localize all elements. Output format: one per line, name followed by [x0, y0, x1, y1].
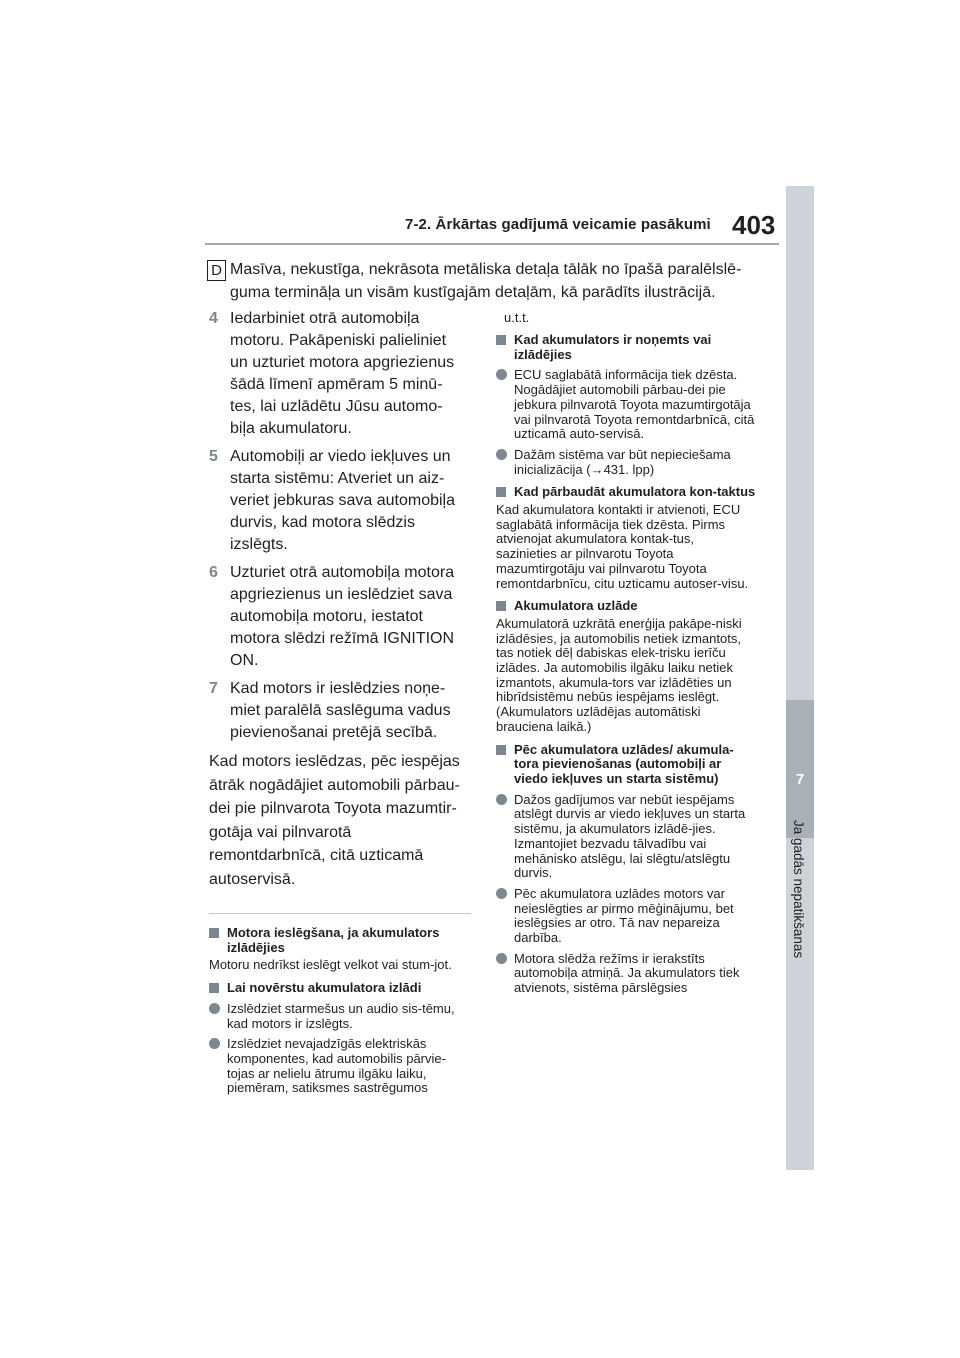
step-text: Automobiļi ar viedo iekļuves un starta sistēmu: Atveriet un aiz-veriet jebkuras sava automobiļa durvis, kad motora slēdzis izslēgts.: [230, 448, 456, 553]
note-heading: Motora ieslēgšana, ja akumulators izlādējies: [209, 926, 467, 955]
note-heading: Pēc akumulatora uzlādes/ akumula-tora pievienošanas (automobiļi ar viedo iekļuves un starta sistēmu): [496, 743, 758, 787]
square-bullet-icon: [209, 927, 221, 939]
square-bullet-icon: [496, 744, 508, 756]
right-column: [496, 310, 758, 996]
note-bullet: Dažos gadījumos var nebūt iespējams atslēgt durvis ar viedo iekļuves un starta sistēmu, ja akumulators izlādē-jies. Izmantojiet bezvadu tālvadību vai mehānisko atslēgu, lai slēgtu/atslēgtu durvis.: [496, 793, 758, 881]
note-bullet: Izslēdziet nevajadzīgās elektriskās komponentes, kad automobilis pārvie-tojas ar nelielu ātrumu ilgāku laiku, piemēram, satiksmes sastrēgumos: [209, 1037, 467, 1096]
circle-bullet-icon: [496, 888, 507, 899]
note-heading: Akumulatora uzlāde: [496, 599, 758, 614]
step-6: [209, 562, 467, 672]
step-number: 6: [209, 564, 218, 581]
note-bullet: ECU saglabātā informācija tiek dzēsta. Nogādājiet automobili pārbau-dei pie jebkura pilnvarotā Toyota mazumtirgotāja vai pilnvarotā Toyota remontdarbnīcā, citā uzticamā auto-servisā.: [496, 368, 758, 442]
step-4: [209, 308, 467, 440]
circle-bullet-icon: [496, 794, 507, 805]
square-bullet-icon: [496, 334, 508, 346]
page-number: 403: [732, 210, 776, 240]
square-bullet-icon: [496, 600, 508, 612]
chapter-band: [786, 700, 814, 838]
circle-bullet-icon: [496, 449, 507, 460]
note-bullet: Izslēdziet starmešus un audio sis-tēmu, kad motors ir izslēgts.: [209, 1002, 467, 1031]
note-heading: Kad pārbaudāt akumulatora kon-taktus: [496, 485, 758, 500]
square-bullet-icon: [496, 486, 508, 498]
note-bullet: Motora slēdža režīms ir ierakstīts automobiļa atmiņā. Ja akumulators tiek atvienots, sistēma pārslēgsies: [496, 952, 758, 996]
conclusion-paragraph: Kad motors ieslēdzas, pēc iespējas ātrāk nogādājiet automobili pārbau-dei pie pilnvarota Toyota mazumtir-gotāja vai pilnvarotā remontdarbnīcā, citā uzticamā autoservisā.: [209, 753, 460, 888]
square-bullet-icon: [209, 982, 221, 994]
circle-bullet-icon: [496, 953, 507, 964]
note-paragraph: Akumulatorā uzkrātā enerģija pakāpe-niski izlādēsies, ja automobilis netiek izmantots, tas notiek dēļ dabiskas elek-trisku ierīču izlādes. Ja automobilis ilgāku laiku netiek izmantots, akumula-tors var izlādēties un hibrīdsistēmu nebūs iespējams ieslēgt. (Akumulators uzlādējas automātiski brauciena laikā.): [496, 615, 742, 734]
chapter-side-tab: [786, 186, 814, 1170]
chapter-number: 7: [795, 771, 805, 788]
circle-bullet-icon: [496, 369, 507, 380]
continued-text: u.t.t.: [504, 310, 530, 325]
illustration-marker-d: D: [207, 260, 226, 281]
note-heading: Kad akumulators ir noņemts vai izlādējies: [496, 333, 758, 362]
section-divider: [209, 913, 471, 914]
section-header: 7-2. Ārkārtas gadījumā veicamie pasākumi: [405, 216, 711, 233]
step-number: 7: [209, 680, 218, 697]
note-heading: Lai novērstu akumulatora izlādi: [209, 981, 467, 996]
note-paragraph: Motoru nedrīkst ieslēgt velkot vai stum-jot.: [209, 957, 452, 973]
header-rule: [205, 243, 779, 245]
note-bullet: Pēc akumulatora uzlādes motors var neieslēgties ar pirmo mēģinājumu, bet ieslēgsies ar otro. Tā nav nepareiza darbība.: [496, 887, 758, 946]
chapter-title: Ja gadās nepatikšanas: [791, 820, 806, 959]
step-text: Uzturiet otrā automobiļa motora apgriezienus un ieslēdziet sava automobiļa motoru, iestatot motora slēdzi režīmā IGNITION ON.: [230, 564, 455, 669]
circle-bullet-icon: [209, 1003, 220, 1014]
step-number: 5: [209, 448, 218, 465]
note-paragraph: Kad akumulatora kontakti ir atvienoti, ECU saglabātā informācija tiek dzēsta. Pirms atvienojat akumulatora kontak-tus, sazinieties ar pilnvarotu Toyota mazumtirgotāju vai pilnvarotu Toyota remontdarbnīcu, citu uzticamu autoser-visu.: [496, 502, 749, 591]
step-text: Kad motors ir ieslēdzies noņe-miet paralēlā saslēguma vadus pievienošanai pretējā secībā.: [230, 680, 451, 741]
circle-bullet-icon: [209, 1038, 220, 1049]
step-number: 4: [209, 310, 218, 327]
left-column: [209, 308, 467, 1096]
step-5: [209, 446, 467, 556]
step-7: [209, 678, 467, 744]
note-bullet: Dažām sistēma var būt nepieciešama inicializācija (→431. lpp): [496, 448, 758, 477]
intro-paragraph: Masīva, nekustīga, nekrāsota metāliska detaļa tālāk no īpašā paralēlslē-guma termināļa un visām kustīgajām detaļām, kā parādīts ilustrācijā.: [230, 261, 742, 301]
step-text: Iedarbiniet otrā automobiļa motoru. Pakāpeniski palieliniet un uzturiet motora apgriezienus šādā līmenī apmēram 5 minū-tes, lai uzlādētu Jūsu automo-biļa akumulatoru.: [230, 310, 455, 437]
